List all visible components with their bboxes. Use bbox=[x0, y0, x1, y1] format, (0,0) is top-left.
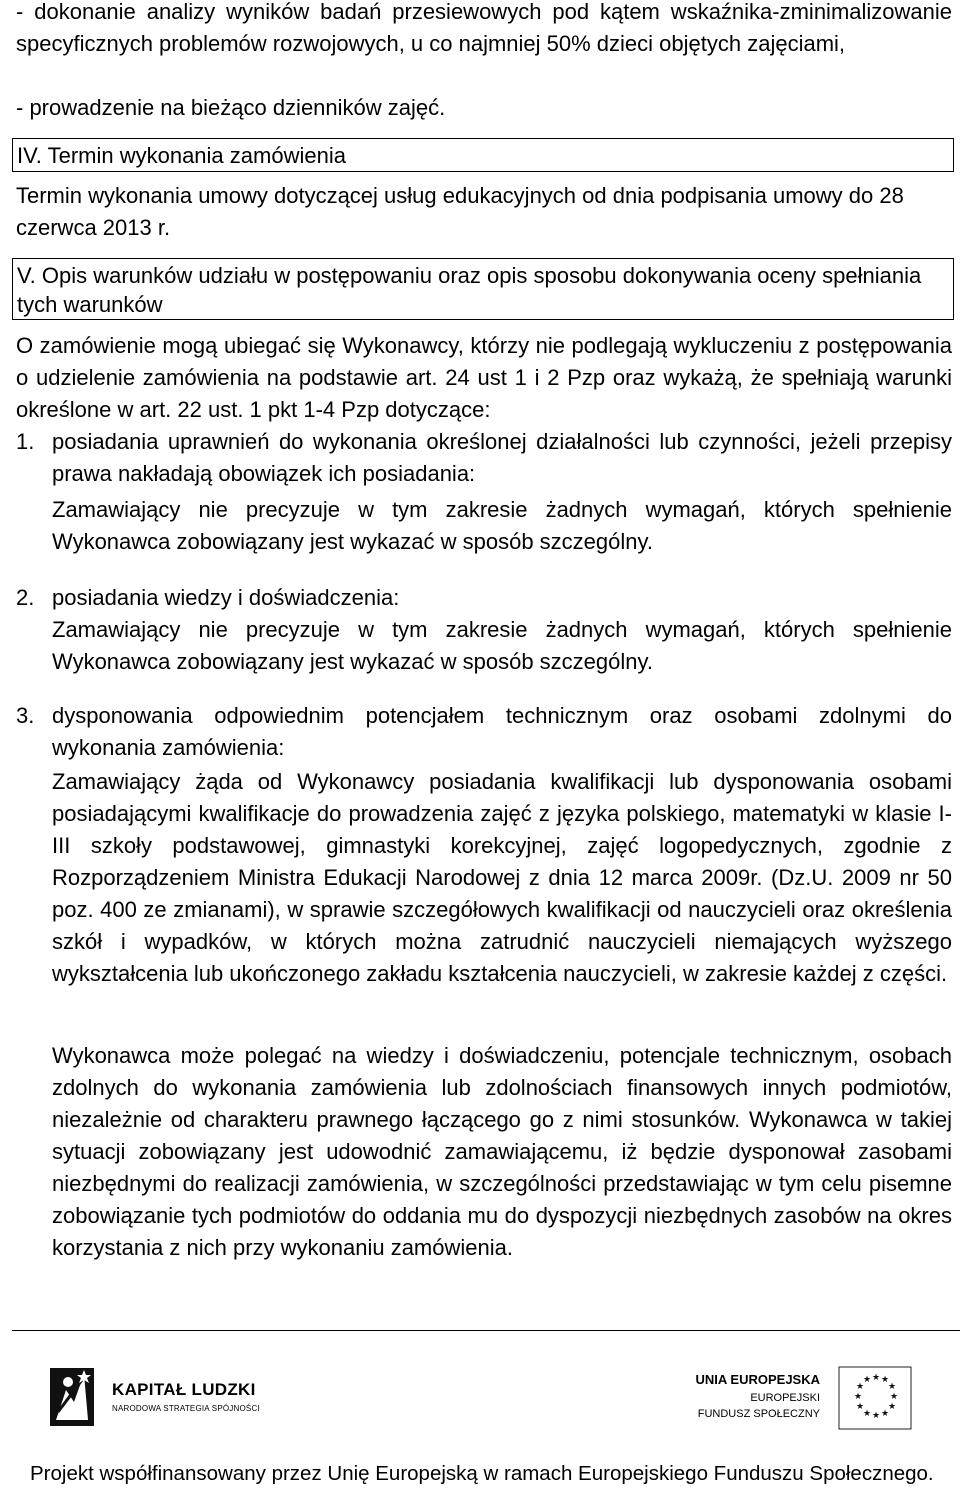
item-2-number: 2. bbox=[16, 585, 35, 610]
eu-flag-icon bbox=[838, 1366, 912, 1430]
svg-text:★: ★ bbox=[856, 1382, 865, 1392]
kapital-ludzki-logo bbox=[44, 1360, 284, 1434]
kapital-ludzki-title: KAPITAŁ LUDZKI bbox=[112, 1380, 256, 1399]
section-5-intro: O zamówienie mogą ubiegać się Wykonawcy, którzy nie podlegają wykluczeniu z postępowania o udzielenie zamówienia na podstawie art. 24 ust 1 i 2 Pzp oraz wykażą, że spełniają warunki określone w art. 22 ust. 1 pkt 1-4 Pzp dotyczące: bbox=[16, 333, 952, 422]
svg-text:★: ★ bbox=[881, 1375, 890, 1385]
svg-text:★: ★ bbox=[863, 1375, 872, 1385]
svg-text:★: ★ bbox=[888, 1402, 897, 1412]
item-3-title: dysponowania odpowiednim potencjałem technicznym oraz osobami zdolnymi do wykonania zamówienia: bbox=[52, 703, 952, 760]
svg-text:★: ★ bbox=[890, 1392, 899, 1402]
section-4-text: Termin wykonania umowy dotyczącej usług edukacyjnych od dnia podpisania umowy do 28 czerwca 2013 r. bbox=[16, 183, 904, 240]
footer-text: Projekt współfinansowany przez Unię Europejską w ramach Europejskiego Funduszu Społecznego. bbox=[30, 1462, 934, 1485]
item-3-body-2: Wykonawca może polegać na wiedzy i doświadczeniu, potencjale technicznym, osobach zdolnych do wykonania zamówienia lub zdolnościach finansowych innych podmiotów, niezależnie od charakteru prawnego łączącego go z nimi stosunków. Wykonawca w takiej sytuacji zobowiązany jest udowodnić zamawiającemu, iż będzie dysponował zasobami niezbędnymi do realizacji zamówienia, w szczególności przedstawiając w tym celu pisemne zobowiązanie tych podmiotów do oddania mu do dyspozycji niezbędnych zasobów na okres korzystania z nich przy wykonaniu zamówienia. bbox=[52, 1043, 952, 1260]
footer-divider bbox=[12, 1330, 960, 1331]
item-3-body: Zamawiający żąda od Wykonawcy posiadania kwalifikacji lub dysponowania osobami posiadającymi kwalifikacje do prowadzenia zajęć z języka polskiego, matematyki w klasie I-III szkoły podstawowej, gimnastyki korekcyjnej, zajęć logopedycznych, zgodnie z Rozporządzeniem Ministra Edukacji Narodowej z dnia 12 marca 2009r. (Dz.U. 2009 nr 50 poz. 400 ze zmianami), w sprawie szczegółowych kwalifikacji od nauczycieli oraz określenia szkół i wypadków, w których można zatrudnić nauczycieli niemających wyższego wykształcenia lub ukończonego zakładu kształcenia nauczycieli, w zakresie każdej z części. bbox=[52, 769, 952, 986]
svg-text:★: ★ bbox=[863, 1409, 872, 1419]
eu-efs-logo bbox=[682, 1362, 922, 1436]
section-4-heading-text: IV. Termin wykonania zamówienia bbox=[17, 143, 346, 168]
item-3-number: 3. bbox=[16, 703, 35, 728]
section-5-heading-text: V. Opis warunków udziału w postępowaniu oraz opis sposobu dokonywania oceny spełniania tych warunków bbox=[17, 263, 922, 317]
efs-line-1: EUROPEJSKI bbox=[750, 1392, 820, 1404]
svg-text:★: ★ bbox=[881, 1409, 890, 1419]
efs-line-2: FUNDUSZ SPOŁECZNY bbox=[697, 1408, 820, 1420]
section-4-heading bbox=[12, 138, 954, 172]
eu-title: UNIA EUROPEJSKA bbox=[695, 1372, 820, 1387]
item-2-title: posiadania wiedzy i doświadczenia: bbox=[52, 585, 400, 610]
svg-text:★: ★ bbox=[872, 1411, 881, 1421]
svg-text:★: ★ bbox=[854, 1392, 863, 1402]
svg-text:★: ★ bbox=[856, 1402, 865, 1412]
bullet-journals: - prowadzenie na bieżąco dzienników zajęć. bbox=[16, 95, 446, 120]
item-1-title: posiadania uprawnień do wykonania określonej działalności lub czynności, jeżeli przepisy prawa nakładają obowiązek ich posiadania: bbox=[52, 429, 952, 486]
section-5-heading bbox=[12, 258, 954, 320]
item-1-body: Zamawiający nie precyzuje w tym zakresie żadnych wymagań, których spełnienie Wykonawca zobowiązany jest wykazać w sposób szczególny. bbox=[52, 497, 952, 554]
kapital-ludzki-subtitle: NARODOWA STRATEGIA SPÓJNOŚCI bbox=[112, 1404, 260, 1413]
svg-text:★: ★ bbox=[872, 1373, 881, 1383]
item-2-body: Zamawiający nie precyzuje w tym zakresie żadnych wymagań, których spełnienie Wykonawca zobowiązany jest wykazać w sposób szczególny. bbox=[52, 617, 952, 674]
item-1-number: 1. bbox=[16, 429, 35, 454]
svg-text:★: ★ bbox=[888, 1382, 897, 1392]
bullet-analysis: - dokonanie analizy wyników badań przesiewowych pod kątem wskaźnika-zminimalizowanie specyficznych problemów rozwojowych, u co najmniej 50% dzieci objętych zajęciami, bbox=[16, 0, 952, 56]
